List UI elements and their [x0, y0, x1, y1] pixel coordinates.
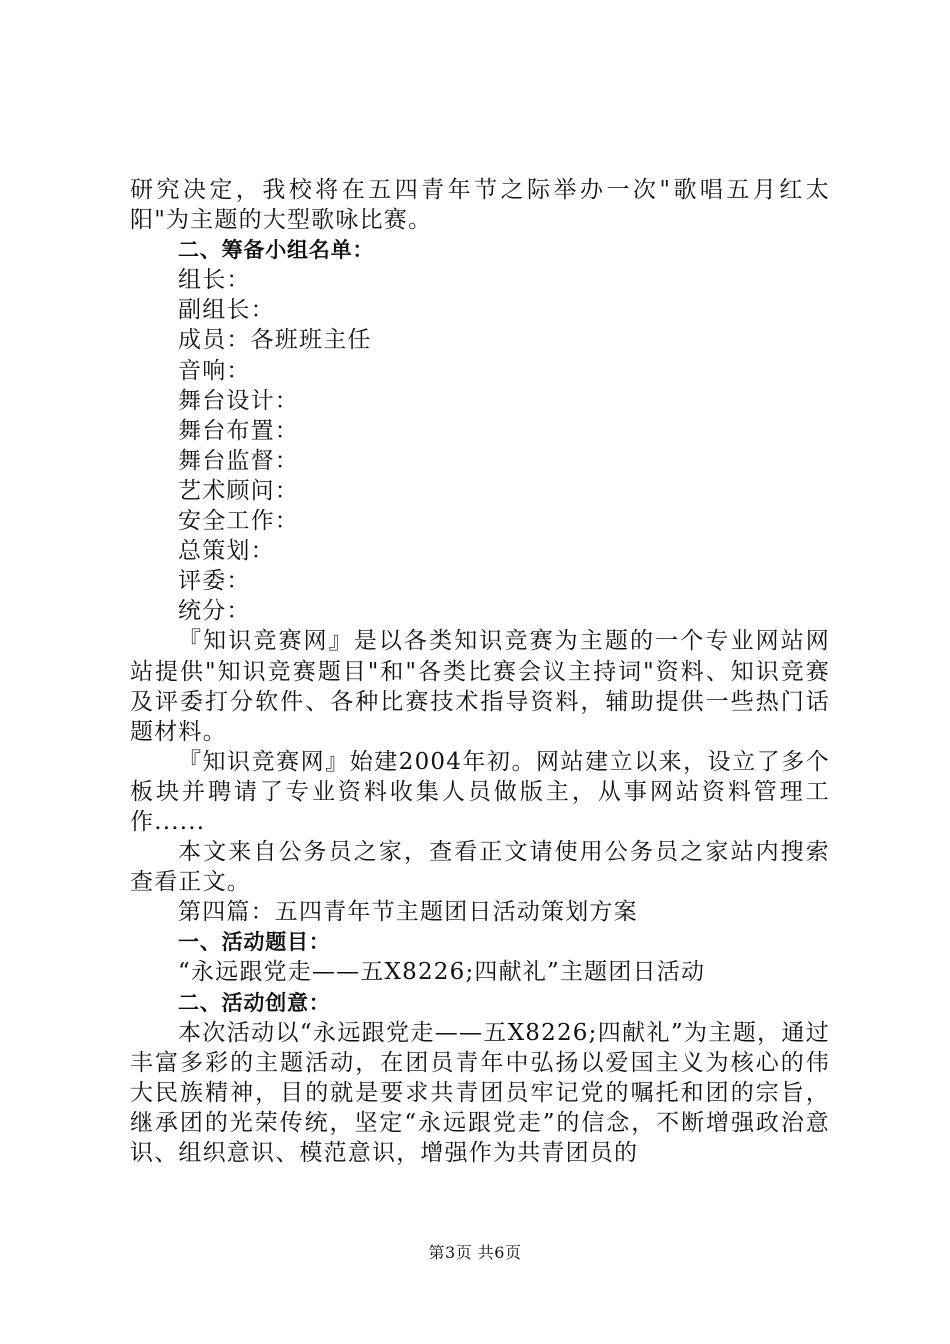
body-paragraph: 统分：	[178, 598, 251, 625]
page-footer	[0, 1240, 950, 1263]
body-paragraph: 舞台设计：	[178, 387, 299, 414]
body-paragraph: 副组长：	[178, 297, 275, 324]
body-paragraph: 成员：各班班主任	[178, 327, 372, 354]
body-paragraph: 研究决定，我校将在五四青年节之际举办一次"歌唱五月红太阳"为主题的大型歌咏比赛。	[130, 177, 830, 234]
body-paragraph: 评委：	[178, 568, 251, 595]
body-paragraph: 第四篇：五四青年节主题团日活动策划方案	[178, 899, 638, 926]
body-paragraph: 『知识竞赛网』是以各类知识竞赛为主题的一个专业网站网站提供"知识竞赛题目"和"各类比赛会议主持词"资料、知识竞赛及评委打分软件、各种比赛技术指导资料，辅助提供一些热门话题材料。	[130, 628, 830, 745]
section-heading: 一、活动题目：	[178, 930, 331, 955]
body-paragraph: 『知识竞赛网』始建2004年初。网站建立以来，设立了多个板块并聘请了专业资料收集人员做版主，从事网站资料管理工作......	[130, 748, 830, 835]
section-heading: 二、活动创意：	[178, 990, 331, 1015]
page-number: 第3页 共6页	[428, 1243, 522, 1262]
body-paragraph: 舞台布置：	[178, 417, 299, 444]
body-paragraph: 组长：	[178, 267, 251, 294]
document-body	[130, 175, 830, 1168]
body-paragraph: 艺术顾问：	[178, 477, 299, 504]
section-heading: 二、筹备小组名单：	[178, 238, 375, 263]
body-paragraph: 音响：	[178, 357, 251, 384]
body-paragraph: 舞台监督：	[178, 447, 299, 474]
body-paragraph: 总策划：	[178, 538, 275, 565]
body-paragraph: 本次活动以“永远跟党走——五X8226;四献礼”为主题，通过丰富多彩的主题活动，在团员青年中弘扬以爱国主义为核心的伟大民族精神，目的就是要求共青团员牢记党的嘱托和团的宗旨，继承团的光荣传统，坚定“永远跟党走”的信念，不断增强政治意识、组织意识、模范意识，增强作为共青团员的	[130, 1019, 830, 1166]
body-paragraph: “永远跟党走——五X8226;四献礼”主题团日活动	[178, 959, 706, 986]
body-paragraph: 安全工作：	[178, 508, 299, 535]
body-paragraph: 本文来自公务员之家，查看正文请使用公务员之家站内搜索查看正文。	[130, 839, 830, 896]
